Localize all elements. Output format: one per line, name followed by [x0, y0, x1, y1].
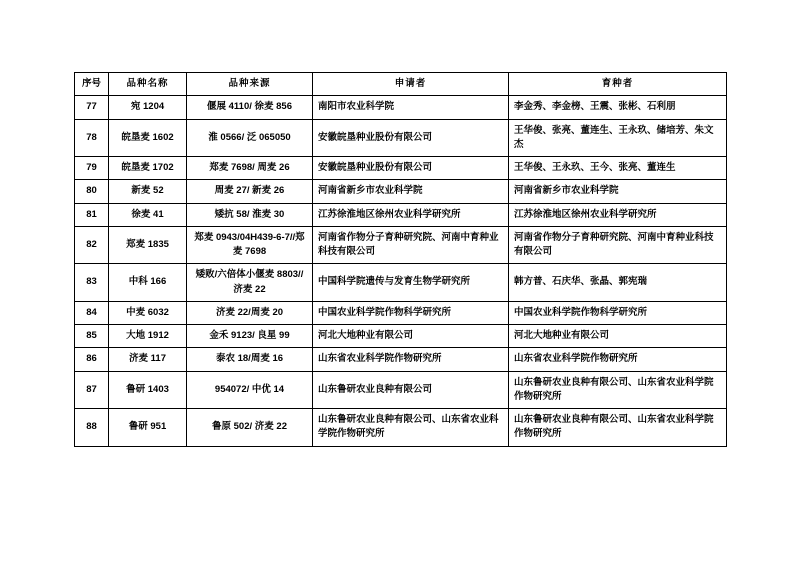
cell-variety-name: 皖垦麦 1602 [109, 119, 187, 157]
cell-variety-source: 周麦 27/ 新麦 26 [187, 180, 313, 203]
cell-variety-source: 郑麦 7698/ 周麦 26 [187, 157, 313, 180]
cell-variety-source: 矮抗 58/ 淮麦 30 [187, 203, 313, 226]
cell-no: 81 [75, 203, 109, 226]
column-header-no: 序号 [75, 73, 109, 96]
column-header-applicant: 申请者 [313, 73, 509, 96]
cell-no: 77 [75, 96, 109, 119]
cell-applicant: 河南省新乡市农业科学院 [313, 180, 509, 203]
cell-breeder: 韩方普、石庆华、张晶、郭宪瑞 [509, 264, 727, 302]
table-row [75, 180, 727, 203]
cell-no: 87 [75, 371, 109, 409]
table-row [75, 226, 727, 264]
table-row [75, 96, 727, 119]
cell-breeder: 山东省农业科学院作物研究所 [509, 348, 727, 371]
column-header-breeder: 育种者 [509, 73, 727, 96]
cell-breeder: 王华俊、张亮、董连生、王永玖、储培芳、朱文杰 [509, 119, 727, 157]
cell-applicant: 安徽皖垦种业股份有限公司 [313, 119, 509, 157]
column-header-source: 品种来源 [187, 73, 313, 96]
cell-breeder: 王华俊、王永玖、王今、张亮、董连生 [509, 157, 727, 180]
cell-variety-name: 徐麦 41 [109, 203, 187, 226]
table-header [75, 73, 727, 96]
cell-variety-name: 鲁研 951 [109, 409, 187, 447]
cell-no: 88 [75, 409, 109, 447]
table-row [75, 119, 727, 157]
cell-breeder: 山东鲁研农业良种有限公司、山东省农业科学院作物研究所 [509, 371, 727, 409]
cell-no: 86 [75, 348, 109, 371]
cell-applicant: 河南省作物分子育种研究院、河南中育种业科技有限公司 [313, 226, 509, 264]
table-row [75, 371, 727, 409]
cell-no: 79 [75, 157, 109, 180]
cell-applicant: 山东鲁研农业良种有限公司、山东省农业科学院作物研究所 [313, 409, 509, 447]
cell-variety-name: 济麦 117 [109, 348, 187, 371]
cell-breeder: 河南省作物分子育种研究院、河南中育种业科技有限公司 [509, 226, 727, 264]
cell-breeder: 中国农业科学院作物科学研究所 [509, 301, 727, 324]
cell-variety-source: 鲁原 502/ 济麦 22 [187, 409, 313, 447]
cell-variety-source: 郑麦 0943/04H439-6-7//郑麦 7698 [187, 226, 313, 264]
cell-variety-name: 新麦 52 [109, 180, 187, 203]
cell-applicant: 河北大地种业有限公司 [313, 325, 509, 348]
cell-no: 82 [75, 226, 109, 264]
cell-variety-source: 泰农 18/周麦 16 [187, 348, 313, 371]
cell-no: 83 [75, 264, 109, 302]
variety-table [74, 72, 727, 447]
cell-variety-name: 宛 1204 [109, 96, 187, 119]
cell-variety-name: 中科 166 [109, 264, 187, 302]
cell-variety-source: 矮败/六倍体小偃麦 8803//济麦 22 [187, 264, 313, 302]
cell-no: 84 [75, 301, 109, 324]
cell-no: 80 [75, 180, 109, 203]
cell-breeder: 河南省新乡市农业科学院 [509, 180, 727, 203]
cell-variety-source: 954072/ 中优 14 [187, 371, 313, 409]
table-row [75, 264, 727, 302]
cell-applicant: 山东鲁研农业良种有限公司 [313, 371, 509, 409]
cell-no: 85 [75, 325, 109, 348]
table-row [75, 409, 727, 447]
cell-breeder: 李金秀、李金榜、王震、张彬、石利朋 [509, 96, 727, 119]
cell-variety-source: 金禾 9123/ 良星 99 [187, 325, 313, 348]
table-row [75, 203, 727, 226]
table-row [75, 157, 727, 180]
cell-applicant: 安徽皖垦种业股份有限公司 [313, 157, 509, 180]
cell-variety-name: 中麦 6032 [109, 301, 187, 324]
cell-breeder: 山东鲁研农业良种有限公司、山东省农业科学院作物研究所 [509, 409, 727, 447]
table-row [75, 348, 727, 371]
cell-breeder: 河北大地种业有限公司 [509, 325, 727, 348]
cell-variety-name: 鲁研 1403 [109, 371, 187, 409]
table-row [75, 325, 727, 348]
cell-applicant: 江苏徐淮地区徐州农业科学研究所 [313, 203, 509, 226]
cell-variety-source: 偃展 4110/ 徐麦 856 [187, 96, 313, 119]
column-header-name: 品种名称 [109, 73, 187, 96]
cell-variety-name: 皖垦麦 1702 [109, 157, 187, 180]
cell-variety-source: 济麦 22/周麦 20 [187, 301, 313, 324]
cell-applicant: 中国农业科学院作物科学研究所 [313, 301, 509, 324]
cell-variety-name: 大地 1912 [109, 325, 187, 348]
cell-variety-source: 淮 0566/ 泛 065050 [187, 119, 313, 157]
cell-applicant: 山东省农业科学院作物研究所 [313, 348, 509, 371]
table-header-row [75, 73, 727, 96]
table-body [75, 96, 727, 446]
cell-breeder: 江苏徐淮地区徐州农业科学研究所 [509, 203, 727, 226]
variety-table-container [74, 72, 726, 447]
cell-variety-name: 郑麦 1835 [109, 226, 187, 264]
cell-no: 78 [75, 119, 109, 157]
table-row [75, 301, 727, 324]
cell-applicant: 中国科学院遗传与发育生物学研究所 [313, 264, 509, 302]
cell-applicant: 南阳市农业科学院 [313, 96, 509, 119]
